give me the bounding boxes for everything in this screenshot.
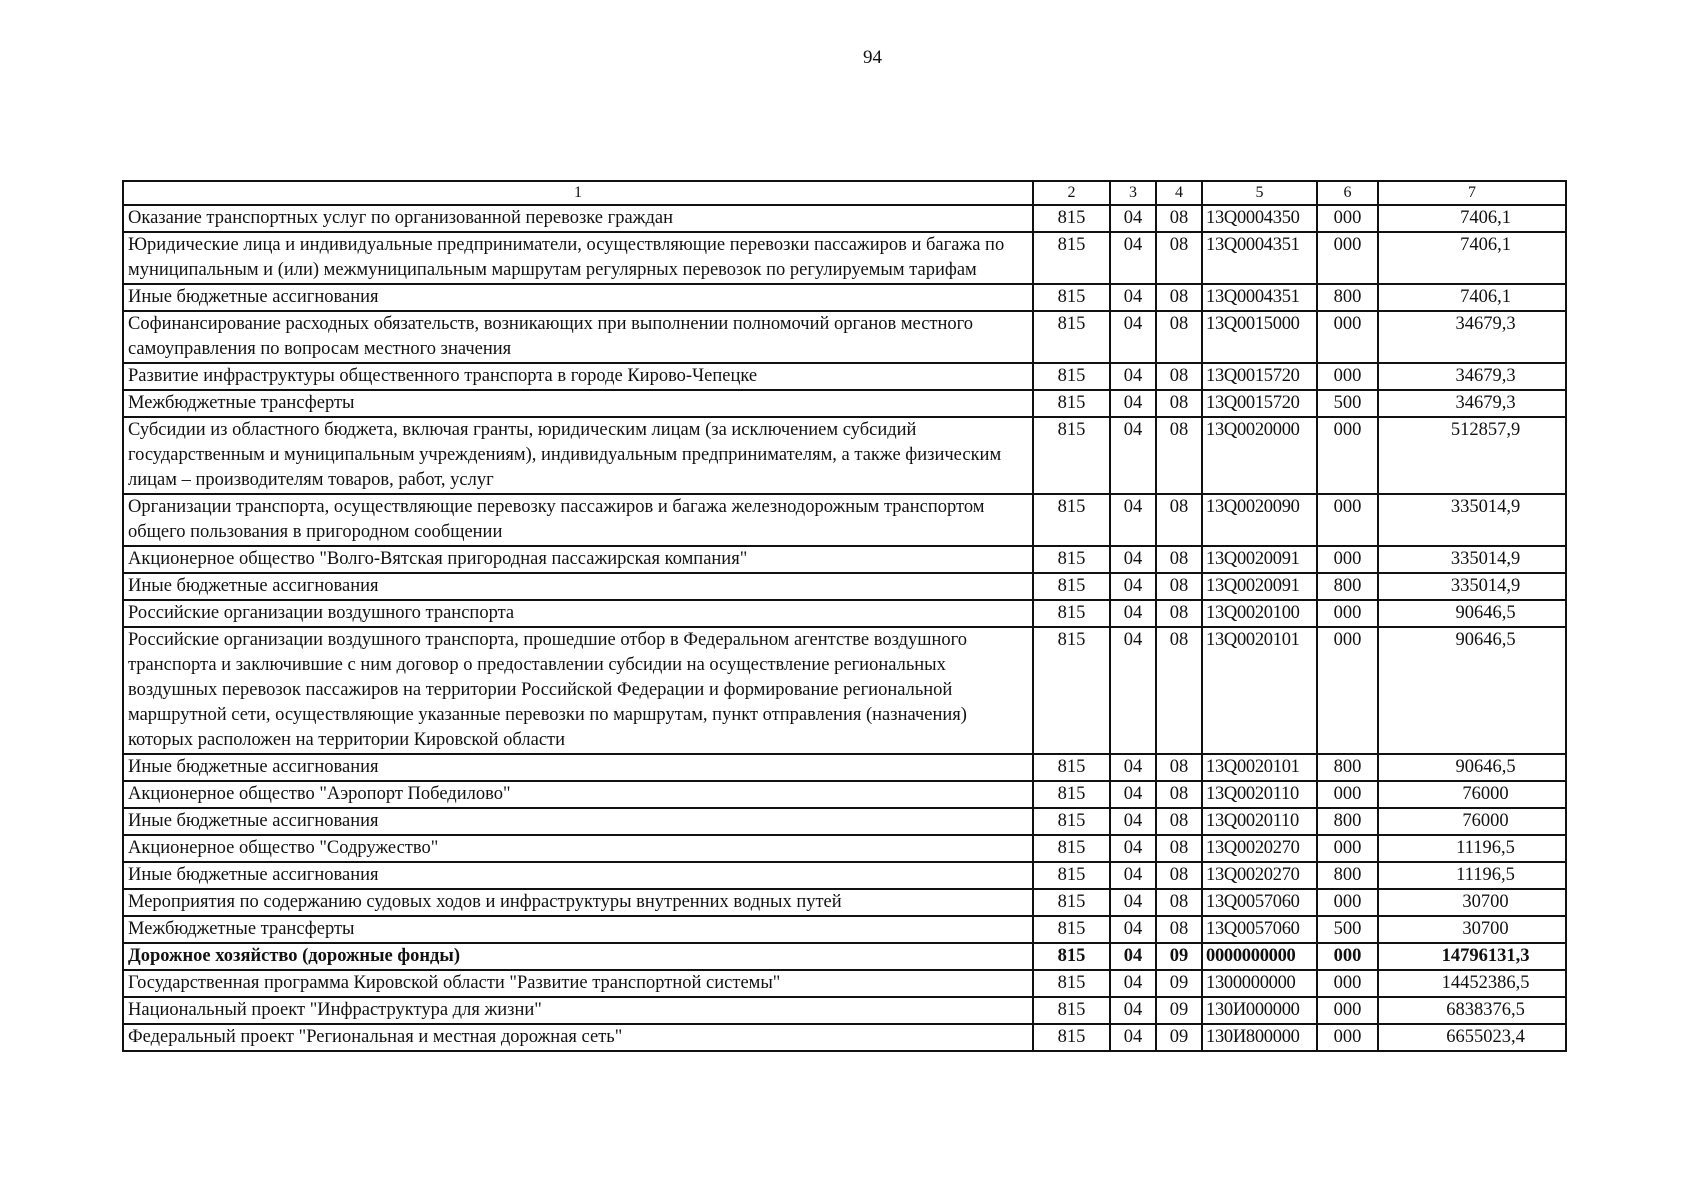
cell-amount: 7406,1 [1378, 284, 1566, 311]
table-header-row [123, 181, 1566, 205]
cell-name: Акционерное общество "Содружество" [123, 835, 1033, 862]
cell-target-article: 13Q0004350 [1202, 205, 1317, 232]
cell-department-code: 815 [1033, 311, 1110, 363]
cell-section: 04 [1110, 417, 1156, 494]
column-header: 6 [1317, 181, 1378, 205]
cell-target-article: 13Q0020000 [1202, 417, 1317, 494]
cell-expense-type: 000 [1317, 970, 1378, 997]
cell-name: Российские организации воздушного транспорта, прошедшие отбор в Федеральном агентстве воздушного транспорта и заключившие с ним договор о предоставлении субсидии на осуществление региональных воздушных перевозок пассажиров на территории Российской Федерации и формирование региональной маршрутной сети, осуществляющие указанные перевозки по маршрутам, пункт отправления (назначения) которых расположен на территории Кировской области [123, 627, 1033, 754]
cell-target-article: 13Q0020270 [1202, 835, 1317, 862]
column-header: 4 [1156, 181, 1202, 205]
cell-section: 04 [1110, 997, 1156, 1024]
cell-section: 04 [1110, 494, 1156, 546]
cell-subsection: 08 [1156, 546, 1202, 573]
cell-expense-type: 000 [1317, 417, 1378, 494]
cell-target-article: 13Q0020110 [1202, 808, 1317, 835]
cell-name: Межбюджетные трансферты [123, 916, 1033, 943]
cell-target-article: 13Q0004351 [1202, 284, 1317, 311]
cell-expense-type: 800 [1317, 573, 1378, 600]
cell-expense-type: 800 [1317, 284, 1378, 311]
cell-department-code: 815 [1033, 205, 1110, 232]
cell-department-code: 815 [1033, 862, 1110, 889]
cell-expense-type: 500 [1317, 390, 1378, 417]
cell-department-code: 815 [1033, 600, 1110, 627]
cell-subsection: 08 [1156, 573, 1202, 600]
cell-subsection: 08 [1156, 627, 1202, 754]
column-header: 2 [1033, 181, 1110, 205]
cell-target-article: 13Q0020270 [1202, 862, 1317, 889]
cell-name: Межбюджетные трансферты [123, 390, 1033, 417]
cell-subsection: 09 [1156, 1024, 1202, 1051]
cell-target-article: 0000000000 [1202, 943, 1317, 970]
cell-subsection: 08 [1156, 835, 1202, 862]
cell-amount: 11196,5 [1378, 862, 1566, 889]
cell-subsection: 08 [1156, 781, 1202, 808]
cell-subsection: 08 [1156, 232, 1202, 284]
cell-amount: 90646,5 [1378, 600, 1566, 627]
cell-target-article: 13Q0057060 [1202, 916, 1317, 943]
table-row [123, 390, 1566, 417]
cell-amount: 335014,9 [1378, 573, 1566, 600]
cell-department-code: 815 [1033, 390, 1110, 417]
cell-name: Федеральный проект "Региональная и местная дорожная сеть" [123, 1024, 1033, 1051]
table-row [123, 916, 1566, 943]
cell-amount: 11196,5 [1378, 835, 1566, 862]
table-row [123, 546, 1566, 573]
table-row [123, 573, 1566, 600]
cell-section: 04 [1110, 943, 1156, 970]
cell-department-code: 815 [1033, 573, 1110, 600]
cell-subsection: 08 [1156, 311, 1202, 363]
cell-amount: 34679,3 [1378, 363, 1566, 390]
cell-target-article: 13Q0020091 [1202, 546, 1317, 573]
cell-expense-type: 000 [1317, 546, 1378, 573]
cell-subsection: 08 [1156, 205, 1202, 232]
cell-name: Иные бюджетные ассигнования [123, 862, 1033, 889]
cell-amount: 90646,5 [1378, 627, 1566, 754]
cell-name: Мероприятия по содержанию судовых ходов и инфраструктуры внутренних водных путей [123, 889, 1033, 916]
cell-target-article: 13Q0004351 [1202, 232, 1317, 284]
cell-expense-type: 000 [1317, 311, 1378, 363]
cell-target-article: 130И000000 [1202, 997, 1317, 1024]
cell-expense-type: 000 [1317, 781, 1378, 808]
cell-subsection: 08 [1156, 889, 1202, 916]
cell-department-code: 815 [1033, 284, 1110, 311]
table-row [123, 862, 1566, 889]
cell-target-article: 130И800000 [1202, 1024, 1317, 1051]
cell-amount: 14796131,3 [1378, 943, 1566, 970]
cell-expense-type: 000 [1317, 835, 1378, 862]
cell-section: 04 [1110, 284, 1156, 311]
cell-department-code: 815 [1033, 363, 1110, 390]
cell-department-code: 815 [1033, 754, 1110, 781]
cell-subsection: 09 [1156, 970, 1202, 997]
cell-name: Акционерное общество "Аэропорт Победилово" [123, 781, 1033, 808]
cell-expense-type: 000 [1317, 997, 1378, 1024]
cell-target-article: 13Q0015720 [1202, 363, 1317, 390]
cell-amount: 6655023,4 [1378, 1024, 1566, 1051]
cell-name: Организации транспорта, осуществляющие перевозку пассажиров и багажа железнодорожным транспортом общего пользования в пригородном сообщении [123, 494, 1033, 546]
table-row [123, 997, 1566, 1024]
cell-subsection: 08 [1156, 494, 1202, 546]
table-row [123, 627, 1566, 754]
cell-section: 04 [1110, 546, 1156, 573]
cell-expense-type: 000 [1317, 943, 1378, 970]
cell-name: Развитие инфраструктуры общественного транспорта в городе Кирово-Чепецке [123, 363, 1033, 390]
table-row [123, 808, 1566, 835]
cell-subsection: 08 [1156, 390, 1202, 417]
cell-department-code: 815 [1033, 808, 1110, 835]
cell-amount: 6838376,5 [1378, 997, 1566, 1024]
cell-expense-type: 500 [1317, 916, 1378, 943]
cell-section: 04 [1110, 390, 1156, 417]
cell-target-article: 13Q0020101 [1202, 627, 1317, 754]
cell-amount: 335014,9 [1378, 494, 1566, 546]
cell-section: 04 [1110, 808, 1156, 835]
cell-name: Иные бюджетные ассигнования [123, 808, 1033, 835]
cell-amount: 512857,9 [1378, 417, 1566, 494]
cell-amount: 34679,3 [1378, 390, 1566, 417]
cell-subsection: 08 [1156, 284, 1202, 311]
cell-expense-type: 000 [1317, 600, 1378, 627]
cell-amount: 14452386,5 [1378, 970, 1566, 997]
cell-expense-type: 000 [1317, 889, 1378, 916]
cell-subsection: 08 [1156, 600, 1202, 627]
cell-amount: 90646,5 [1378, 754, 1566, 781]
cell-amount: 7406,1 [1378, 232, 1566, 284]
cell-subsection: 09 [1156, 997, 1202, 1024]
cell-department-code: 815 [1033, 232, 1110, 284]
cell-expense-type: 000 [1317, 494, 1378, 546]
cell-section: 04 [1110, 916, 1156, 943]
table-row [123, 889, 1566, 916]
cell-name: Дорожное хозяйство (дорожные фонды) [123, 943, 1033, 970]
table-row [123, 970, 1566, 997]
column-header: 7 [1378, 181, 1566, 205]
cell-section: 04 [1110, 232, 1156, 284]
cell-name: Иные бюджетные ассигнования [123, 754, 1033, 781]
cell-name: Российские организации воздушного транспорта [123, 600, 1033, 627]
cell-target-article: 13Q0020091 [1202, 573, 1317, 600]
cell-subsection: 08 [1156, 754, 1202, 781]
cell-subsection: 08 [1156, 808, 1202, 835]
cell-section: 04 [1110, 205, 1156, 232]
cell-name: Юридические лица и индивидуальные предприниматели, осуществляющие перевозки пассажиров и багажа по муниципальным и (или) межмуниципальным маршрутам регулярных перевозок по регулируемым тарифам [123, 232, 1033, 284]
cell-department-code: 815 [1033, 627, 1110, 754]
table-row [123, 284, 1566, 311]
cell-department-code: 815 [1033, 970, 1110, 997]
cell-section: 04 [1110, 781, 1156, 808]
cell-target-article: 13Q0015000 [1202, 311, 1317, 363]
cell-section: 04 [1110, 311, 1156, 363]
cell-amount: 34679,3 [1378, 311, 1566, 363]
cell-section: 04 [1110, 363, 1156, 390]
cell-expense-type: 000 [1317, 363, 1378, 390]
cell-amount: 76000 [1378, 781, 1566, 808]
cell-department-code: 815 [1033, 943, 1110, 970]
cell-target-article: 1300000000 [1202, 970, 1317, 997]
cell-amount: 335014,9 [1378, 546, 1566, 573]
cell-expense-type: 800 [1317, 754, 1378, 781]
cell-department-code: 815 [1033, 889, 1110, 916]
cell-target-article: 13Q0057060 [1202, 889, 1317, 916]
cell-section: 04 [1110, 970, 1156, 997]
table-row [123, 943, 1566, 970]
cell-department-code: 815 [1033, 494, 1110, 546]
cell-section: 04 [1110, 627, 1156, 754]
cell-amount: 30700 [1378, 889, 1566, 916]
budget-table [122, 180, 1567, 1052]
cell-target-article: 13Q0020090 [1202, 494, 1317, 546]
page-number: 94 [863, 47, 882, 68]
cell-name: Субсидии из областного бюджета, включая гранты, юридическим лицам (за исключением субсидий государственным и муниципальным учреждениям), индивидуальным предпринимателям, а также физическим лицам – производителям товаров, работ, услуг [123, 417, 1033, 494]
column-header: 1 [123, 181, 1033, 205]
cell-amount: 76000 [1378, 808, 1566, 835]
cell-section: 04 [1110, 754, 1156, 781]
cell-subsection: 09 [1156, 943, 1202, 970]
cell-expense-type: 800 [1317, 808, 1378, 835]
cell-subsection: 08 [1156, 363, 1202, 390]
table-row [123, 205, 1566, 232]
cell-name: Акционерное общество "Волго-Вятская пригородная пассажирская компания" [123, 546, 1033, 573]
cell-section: 04 [1110, 835, 1156, 862]
cell-section: 04 [1110, 600, 1156, 627]
cell-name: Иные бюджетные ассигнования [123, 284, 1033, 311]
cell-target-article: 13Q0020100 [1202, 600, 1317, 627]
table-row [123, 1024, 1566, 1051]
cell-subsection: 08 [1156, 862, 1202, 889]
table-row [123, 781, 1566, 808]
cell-department-code: 815 [1033, 781, 1110, 808]
cell-name: Государственная программа Кировской области "Развитие транспортной системы" [123, 970, 1033, 997]
cell-name: Национальный проект "Инфраструктура для жизни" [123, 997, 1033, 1024]
cell-expense-type: 800 [1317, 862, 1378, 889]
table-row [123, 835, 1566, 862]
cell-department-code: 815 [1033, 916, 1110, 943]
table-row [123, 232, 1566, 284]
cell-expense-type: 000 [1317, 205, 1378, 232]
column-header: 3 [1110, 181, 1156, 205]
cell-amount: 30700 [1378, 916, 1566, 943]
cell-expense-type: 000 [1317, 232, 1378, 284]
table-row [123, 600, 1566, 627]
cell-section: 04 [1110, 573, 1156, 600]
cell-amount: 7406,1 [1378, 205, 1566, 232]
cell-expense-type: 000 [1317, 1024, 1378, 1051]
cell-name: Софинансирование расходных обязательств, возникающих при выполнении полномочий органов местного самоуправления по вопросам местного значения [123, 311, 1033, 363]
cell-target-article: 13Q0020110 [1202, 781, 1317, 808]
cell-name: Иные бюджетные ассигнования [123, 573, 1033, 600]
column-header: 5 [1202, 181, 1317, 205]
cell-target-article: 13Q0020101 [1202, 754, 1317, 781]
table-row [123, 417, 1566, 494]
table-body [123, 205, 1566, 1051]
cell-department-code: 815 [1033, 835, 1110, 862]
table-row [123, 311, 1566, 363]
cell-department-code: 815 [1033, 417, 1110, 494]
cell-section: 04 [1110, 889, 1156, 916]
cell-department-code: 815 [1033, 997, 1110, 1024]
cell-department-code: 815 [1033, 546, 1110, 573]
cell-department-code: 815 [1033, 1024, 1110, 1051]
cell-subsection: 08 [1156, 916, 1202, 943]
cell-expense-type: 000 [1317, 627, 1378, 754]
cell-section: 04 [1110, 1024, 1156, 1051]
table-row [123, 494, 1566, 546]
cell-target-article: 13Q0015720 [1202, 390, 1317, 417]
cell-section: 04 [1110, 862, 1156, 889]
table-row [123, 363, 1566, 390]
table-row [123, 754, 1566, 781]
cell-name: Оказание транспортных услуг по организованной перевозке граждан [123, 205, 1033, 232]
cell-subsection: 08 [1156, 417, 1202, 494]
